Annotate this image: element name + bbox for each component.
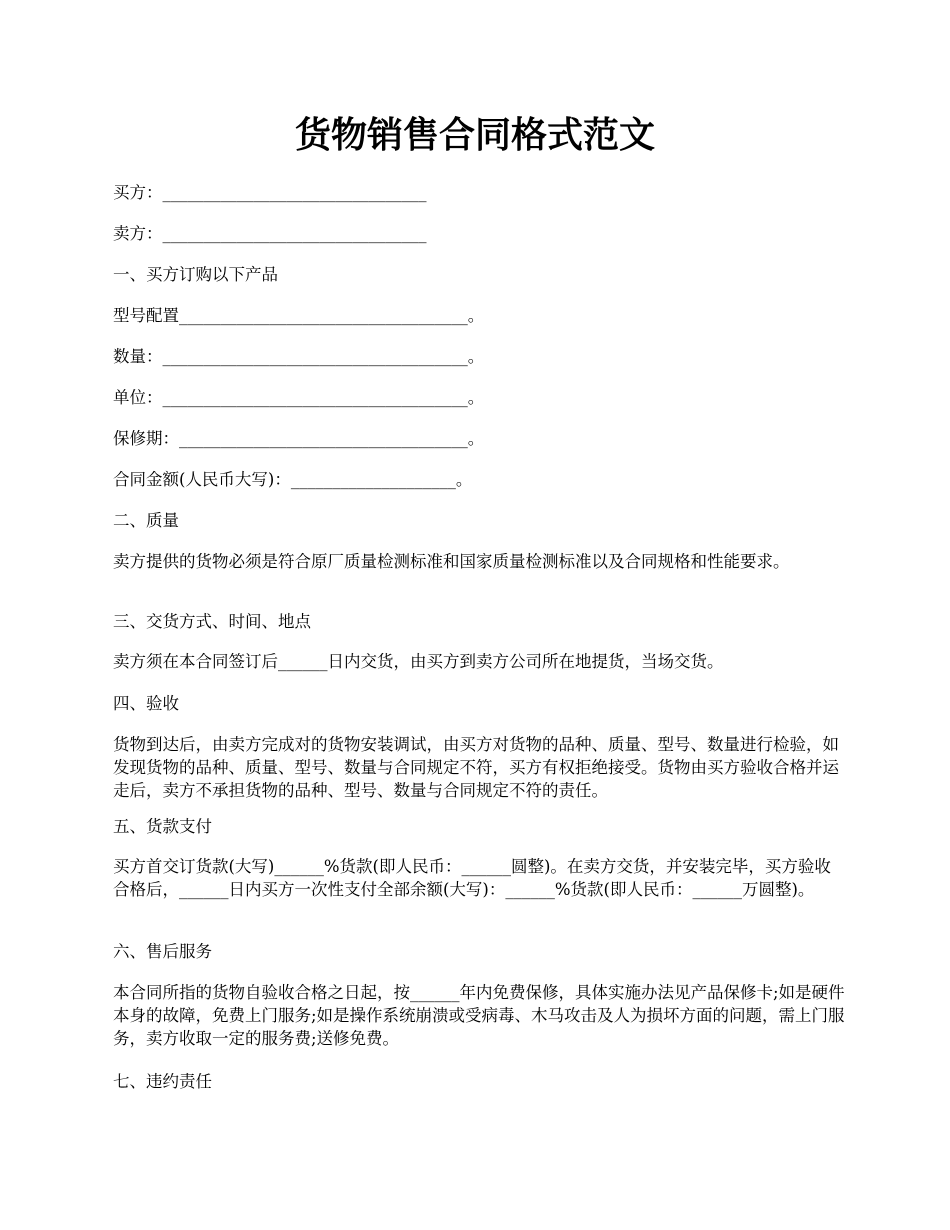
payment-paragraph: 买方首交订货款(大写)______%货款(即人民币：______圆整)。在卖方交货，并安装完毕，买方验收合格后，______日内买方一次性支付全部余额(大写)：______%货款(即人民币：______万圆整)。 bbox=[113, 857, 831, 899]
section-5-heading: 五、货款支付 bbox=[113, 817, 212, 836]
acceptance-paragraph: 货物到达后，由卖方完成对的货物安装调试，由买方对货物的品种、质量、型号、数量进行检验，如发现货物的品种、质量、型号、数量与合同规定不符，买方有权拒绝接受。货物由买方验收合格并运走后，卖方不承担货物的品种、型号、数量与合同规定不符的责任。 bbox=[113, 735, 839, 800]
contract-amount-line: 合同金额(人民币大写)：____________________。 bbox=[113, 470, 473, 489]
seller-line: 卖方：________________________________ bbox=[113, 224, 427, 243]
warranty-period-line: 保修期：___________________________________。 bbox=[113, 429, 485, 448]
section-2-heading: 二、质量 bbox=[113, 511, 179, 530]
section-3-heading: 三、交货方式、时间、地点 bbox=[113, 612, 311, 631]
after-sales-paragraph: 本合同所指的货物自验收合格之日起，按______年内免费保修，具体实施办法见产品保修卡;如是硬件本身的故障，免费上门服务;如是操作系统崩溃或受病毒、木马攻击及人为损坏方面的问题，需上门服务，卖方收取一定的服务费;送修免费。 bbox=[113, 983, 845, 1048]
section-4-heading: 四、验收 bbox=[113, 694, 179, 713]
quality-paragraph: 卖方提供的货物必须是符合原厂质量检测标准和国家质量检测标准以及合同规格和性能要求。 bbox=[113, 552, 790, 571]
model-config-line: 型号配置___________________________________。 bbox=[113, 306, 485, 325]
document-title: 货物销售合同格式范文 bbox=[294, 114, 655, 156]
buyer-line: 买方：________________________________ bbox=[113, 183, 427, 202]
quantity-line: 数量：_____________________________________。 bbox=[113, 347, 485, 366]
section-7-heading: 七、违约责任 bbox=[113, 1072, 212, 1091]
unit-line: 单位：_____________________________________。 bbox=[113, 388, 485, 407]
delivery-paragraph: 卖方须在本合同签订后______日内交货，由买方到卖方公司所在地提货，当场交货。 bbox=[113, 652, 724, 671]
section-1-heading: 一、买方订购以下产品 bbox=[113, 265, 278, 284]
section-6-heading: 六、售后服务 bbox=[113, 942, 212, 961]
